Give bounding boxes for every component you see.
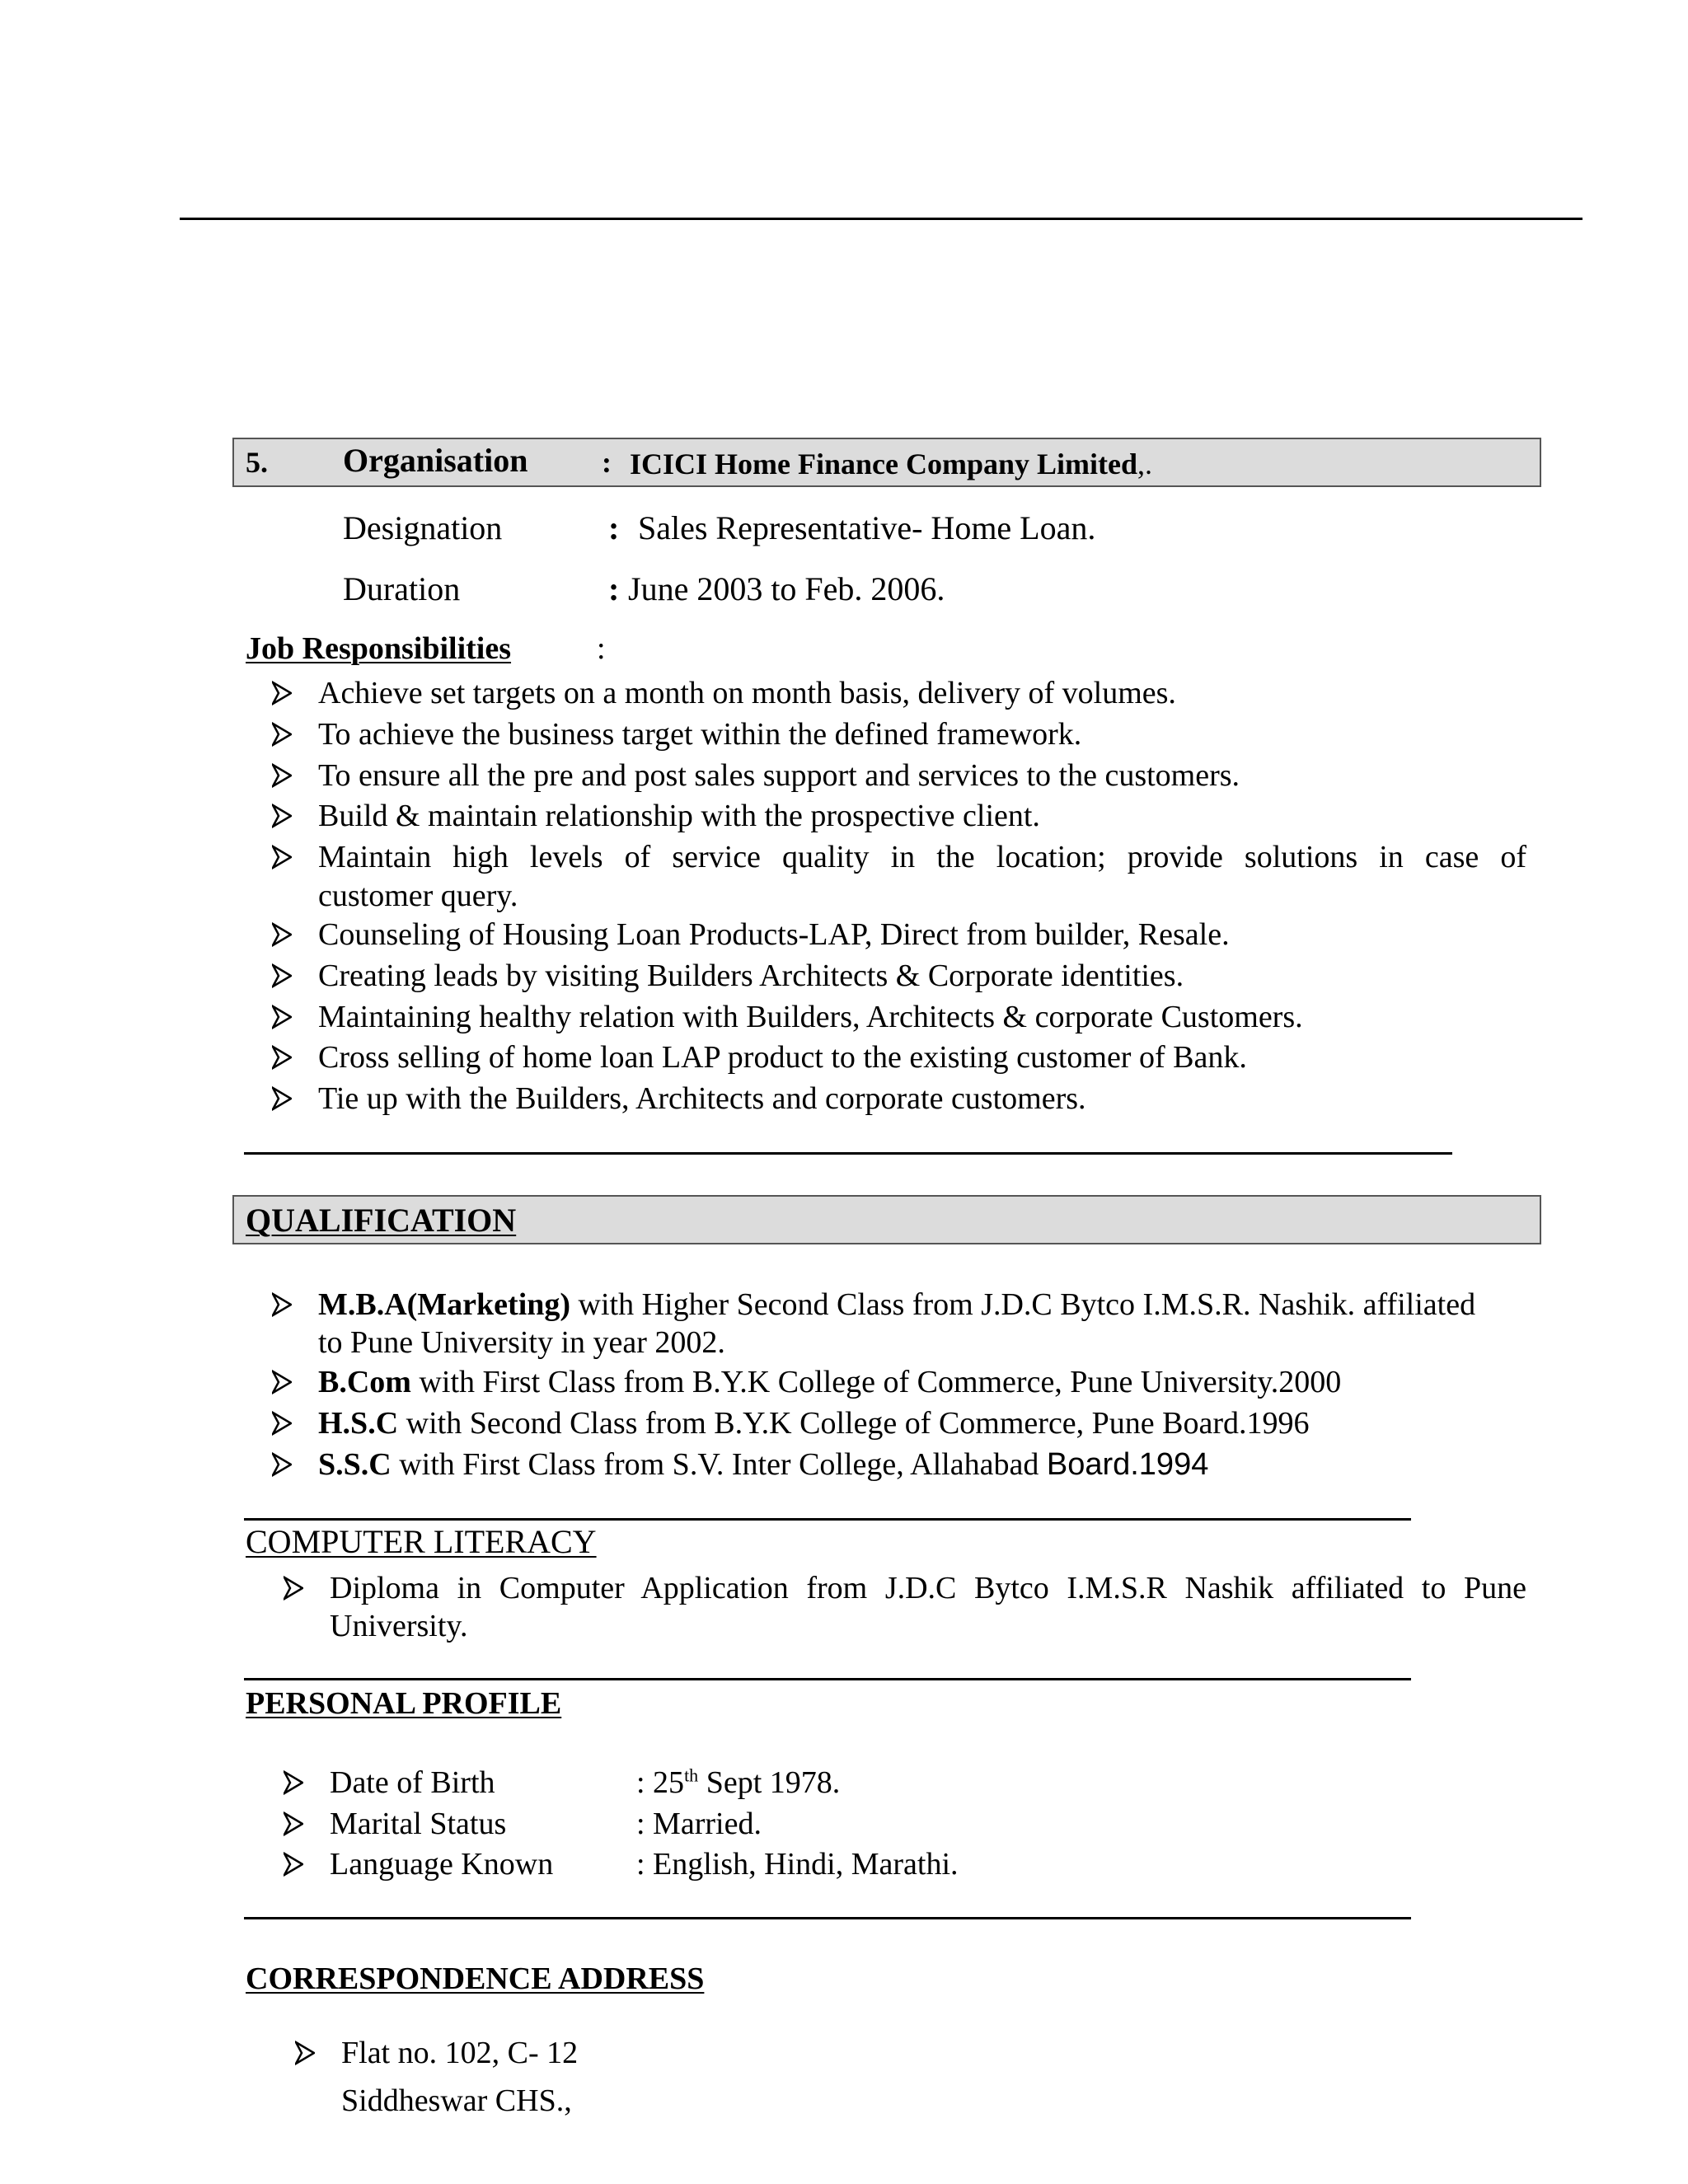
degree-detail: with Higher Second Class from J.D.C Bytco I.M.S.R. Nashik. affiliated xyxy=(570,1287,1476,1322)
computer-item: Diploma in Computer Application from J.D.C Bytco I.M.S.R Nashik affiliated to Pune xyxy=(330,1571,1526,1605)
dob-month-year: Sept 1978. xyxy=(698,1765,841,1800)
degree-name: B.Com xyxy=(318,1365,411,1399)
degree-detail: with First Class from S.V. Inter College, Allahabad xyxy=(391,1447,1047,1482)
computer-item-continuation: University. xyxy=(330,1609,468,1643)
arrow-bullet-icon xyxy=(272,845,292,869)
org-company: ICICI Home Finance Company Limited xyxy=(630,448,1138,480)
degree-name: M.B.A(Marketing) xyxy=(318,1287,571,1322)
duration-label: Duration xyxy=(343,570,461,607)
degree-detail: with First Class from B.Y.K College of Commerce, Pune University.2000 xyxy=(410,1365,1342,1399)
job-item: Maintain high levels of service quality in the location; provide solutions in case of xyxy=(318,840,1526,874)
org-colon: : xyxy=(602,446,612,479)
arrow-bullet-icon xyxy=(284,1770,303,1795)
arrow-bullet-icon xyxy=(272,763,292,788)
address-line: Siddheswar CHS., xyxy=(341,2083,572,2118)
language-label: Language Known xyxy=(330,1847,554,1882)
org-label: Organisation xyxy=(343,442,528,479)
computer-heading: COMPUTER LITERACY xyxy=(246,1523,597,1560)
arrow-bullet-icon xyxy=(295,2041,315,2065)
header-rule xyxy=(180,218,1582,220)
arrow-bullet-icon xyxy=(272,922,292,947)
arrow-bullet-icon xyxy=(272,804,292,828)
duration-colon: : xyxy=(608,570,620,607)
job-item: Build & maintain relationship with the prospective client. xyxy=(318,799,1040,833)
degree-name: H.S.C xyxy=(318,1406,399,1441)
qualification-item xyxy=(318,1446,1208,1483)
personal-heading: PERSONAL PROFILE xyxy=(246,1686,562,1721)
arrow-bullet-icon xyxy=(284,1576,303,1601)
org-company-tail: ,. xyxy=(1137,448,1153,480)
job-item: Creating leads by visiting Builders Architects & Corporate identities. xyxy=(318,958,1184,993)
marital-label: Marital Status xyxy=(330,1807,507,1841)
job-item-continuation: customer query. xyxy=(318,879,518,913)
job-heading: Job Responsibilities xyxy=(246,631,512,666)
qualification-item xyxy=(318,1363,1341,1401)
arrow-bullet-icon xyxy=(272,1452,292,1477)
dob-day: : 25 xyxy=(636,1765,685,1800)
dob-value xyxy=(636,1764,840,1802)
job-item: Cross selling of home loan LAP product to the existing customer of Bank. xyxy=(318,1040,1247,1075)
designation-label: Designation xyxy=(343,509,503,546)
section-divider xyxy=(244,1917,1411,1919)
job-colon: : xyxy=(597,631,606,666)
section-divider xyxy=(244,1152,1452,1155)
job-item: To ensure all the pre and post sales support and services to the customers. xyxy=(318,758,1240,793)
qualification-item xyxy=(318,1286,1475,1324)
job-item: Counseling of Housing Loan Products-LAP, Direct from builder, Resale. xyxy=(318,917,1230,952)
address-heading: CORRESPONDENCE ADDRESS xyxy=(246,1961,705,1996)
duration-value: June 2003 to Feb. 2006. xyxy=(628,570,945,607)
degree-name: S.S.C xyxy=(318,1447,392,1482)
job-item: Achieve set targets on a month on month basis, delivery of volumes. xyxy=(318,676,1176,710)
arrow-bullet-icon xyxy=(272,1370,292,1394)
job-item: Tie up with the Builders, Architects and corporate customers. xyxy=(318,1081,1086,1116)
org-number: 5. xyxy=(246,446,268,479)
degree-detail-tail: Board.1994 xyxy=(1046,1447,1209,1482)
section-divider xyxy=(244,1678,1411,1680)
degree-detail: with Second Class from B.Y.K College of Commerce, Pune Board.1996 xyxy=(398,1406,1310,1441)
arrow-bullet-icon xyxy=(284,1811,303,1836)
dob-label: Date of Birth xyxy=(330,1765,495,1800)
arrow-bullet-icon xyxy=(272,681,292,705)
qualification-heading: QUALIFICATION xyxy=(246,1202,517,1239)
arrow-bullet-icon xyxy=(272,1005,292,1029)
job-item: Maintaining healthy relation with Builders, Architects & corporate Customers. xyxy=(318,1000,1303,1034)
address-line: Flat no. 102, C- 12 xyxy=(341,2036,579,2070)
arrow-bullet-icon xyxy=(272,1086,292,1111)
qualification-item-continuation: to Pune University in year 2002. xyxy=(318,1325,725,1360)
arrow-bullet-icon xyxy=(272,1411,292,1436)
dob-suffix: th xyxy=(684,1765,699,1786)
arrow-bullet-icon xyxy=(272,963,292,988)
arrow-bullet-icon xyxy=(272,1045,292,1070)
designation-value: Sales Representative- Home Loan. xyxy=(638,509,1096,546)
section-divider xyxy=(244,1518,1411,1521)
arrow-bullet-icon xyxy=(284,1852,303,1877)
designation-colon: : xyxy=(608,509,620,546)
arrow-bullet-icon xyxy=(272,722,292,747)
marital-value: : Married. xyxy=(636,1807,762,1841)
arrow-bullet-icon xyxy=(272,1292,292,1317)
qualification-item xyxy=(318,1404,1310,1442)
job-item: To achieve the business target within the defined framework. xyxy=(318,717,1082,752)
org-value xyxy=(630,445,1152,483)
language-value: : English, Hindi, Marathi. xyxy=(636,1847,959,1882)
